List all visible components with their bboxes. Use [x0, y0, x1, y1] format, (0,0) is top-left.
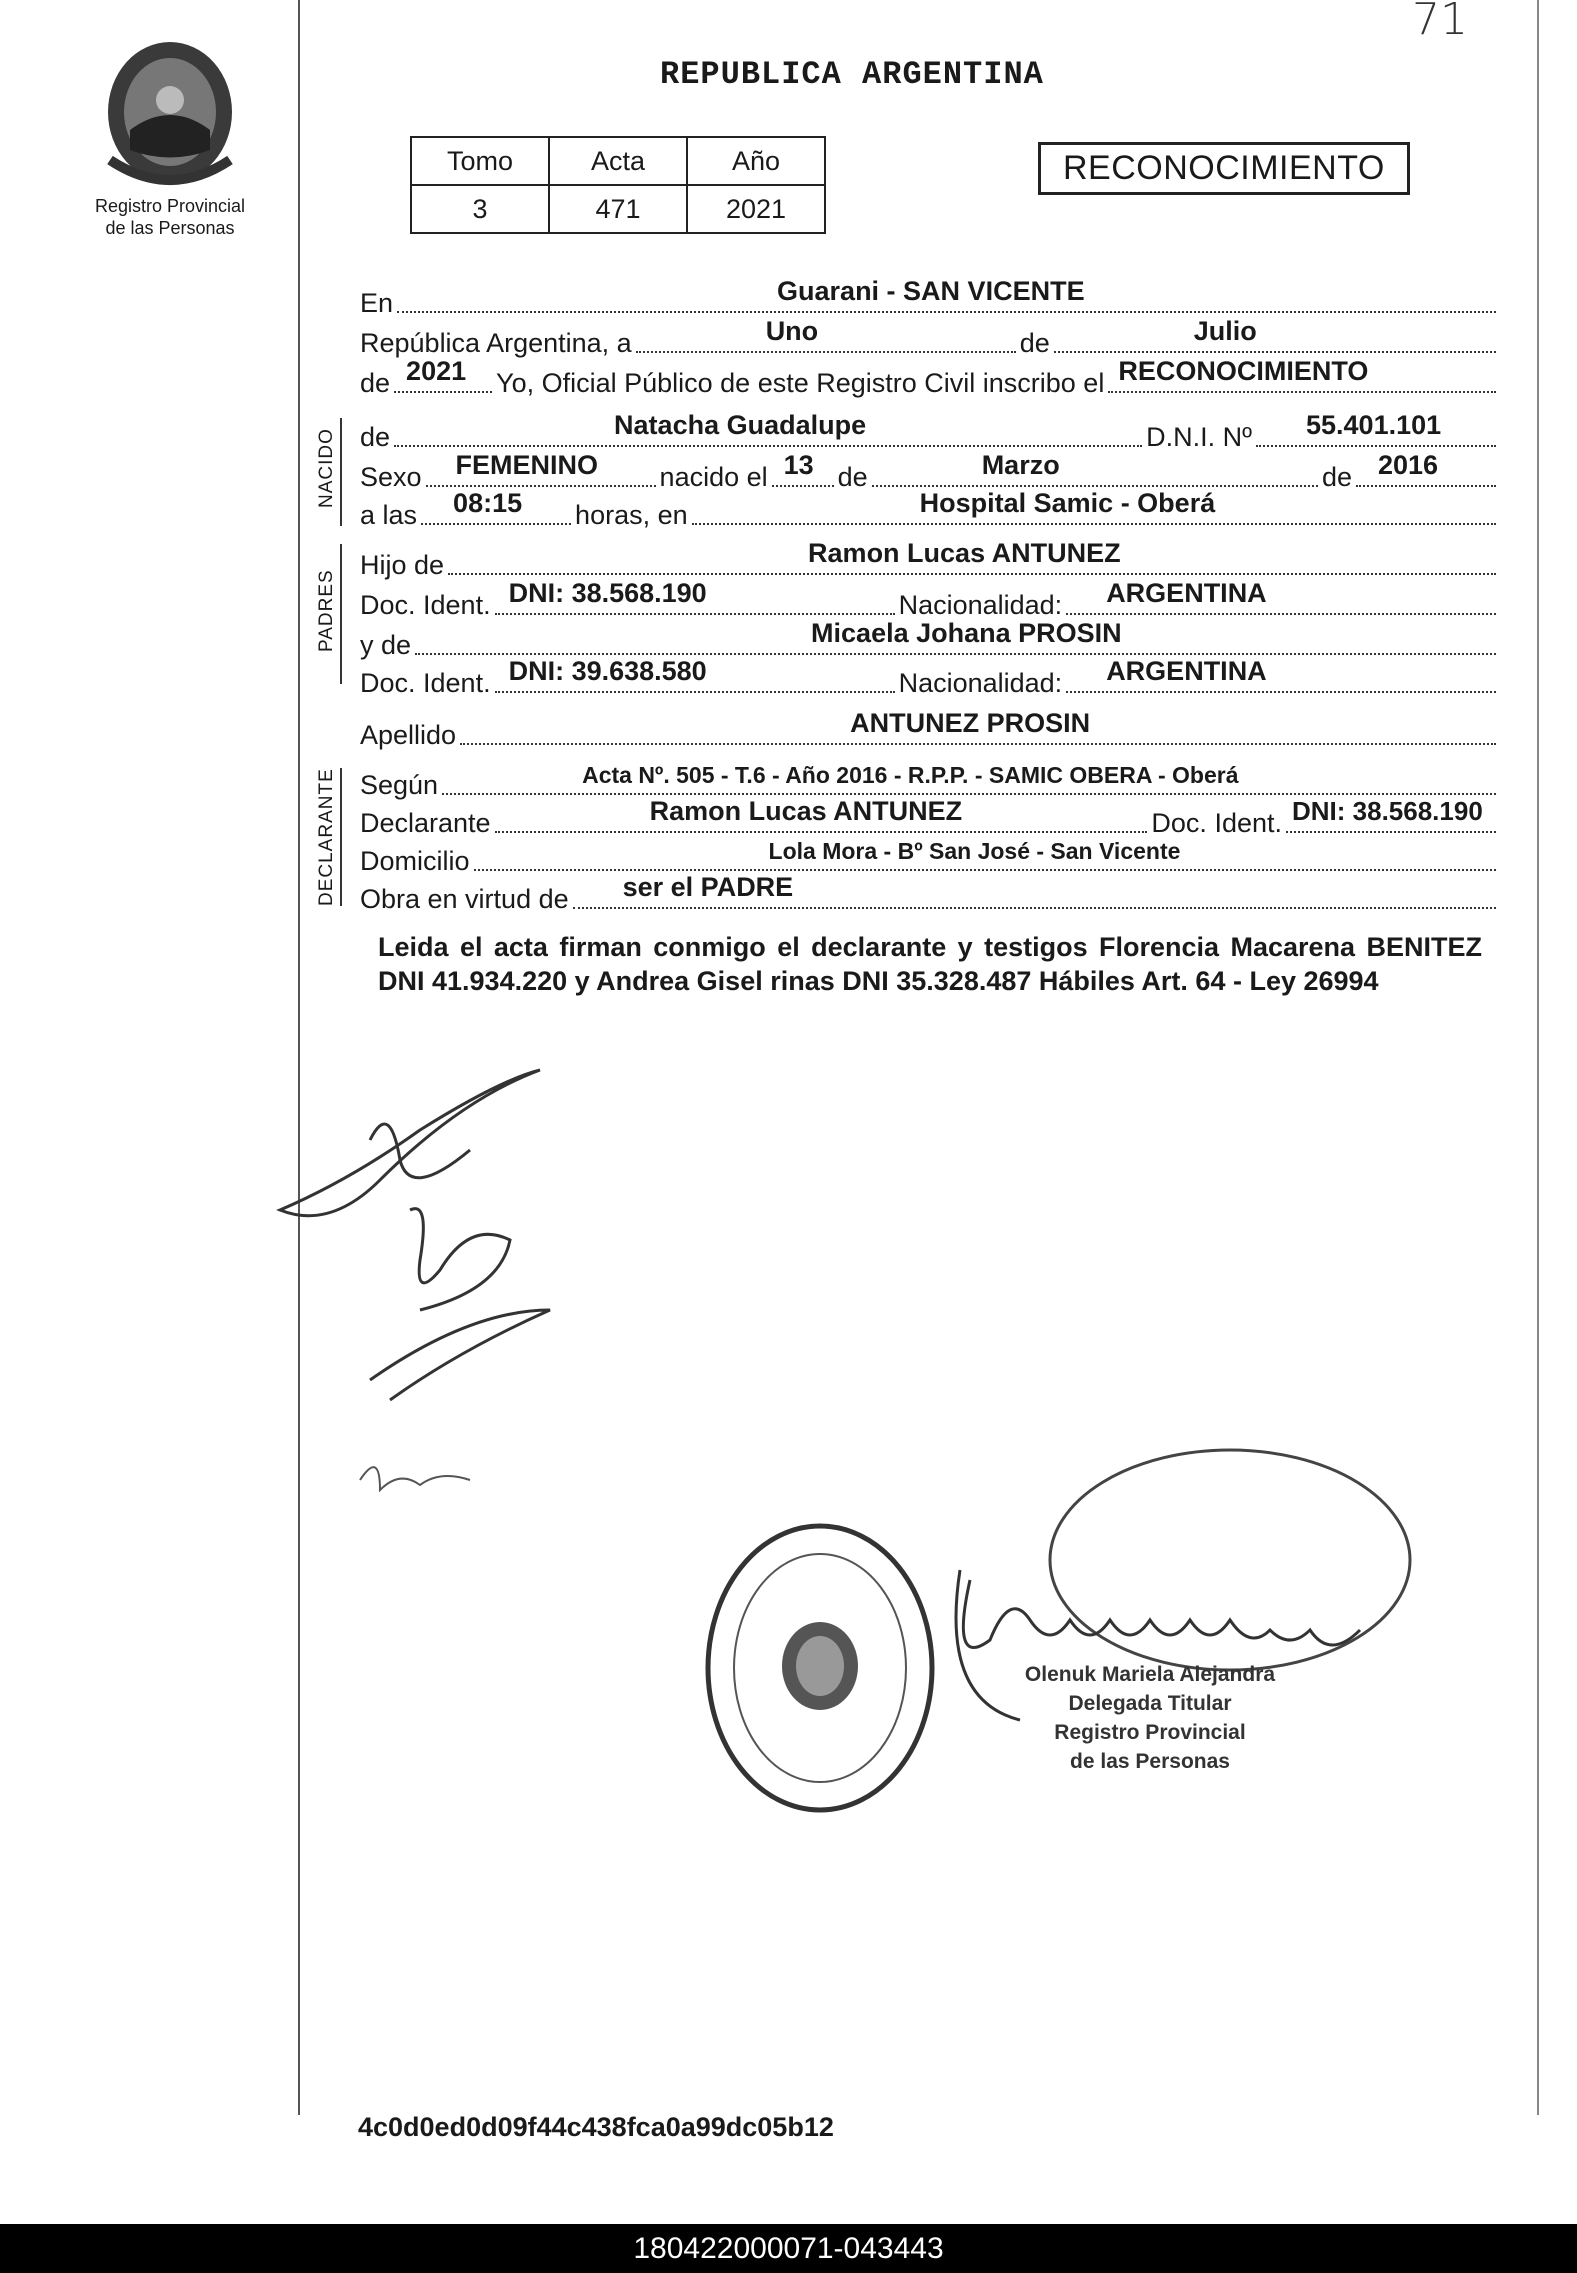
misiones-seal-icon: [70, 40, 270, 190]
sexo-label: Sexo: [360, 462, 422, 492]
birth-de-label: de: [837, 462, 868, 492]
obra-label: Obra en virtud de: [360, 884, 569, 914]
father-nat-label: Nacionalidad:: [898, 590, 1063, 620]
delegacion-seal-icon: [700, 1518, 940, 1818]
registry-table: [410, 136, 826, 234]
domicilio-value: Lola Mora - Bº San José - San Vicente: [768, 838, 1181, 864]
segun-label: Según: [360, 770, 439, 800]
place-row: [360, 276, 1500, 319]
apellido-row: [360, 708, 1500, 751]
declarante-value: Ramon Lucas ANTUNEZ: [649, 796, 963, 826]
de2-label: de: [360, 368, 391, 398]
officer-row: [360, 356, 1500, 399]
nacido-name-row: [360, 410, 1500, 453]
right-margin-line: [1537, 0, 1539, 2115]
declarante-bracket: [340, 768, 342, 906]
closing-paragraph: Leida el acta firman conmigo el declarante y testigos Florencia Macarena BENITEZ DNI 41.934.220 y Andrea Gisel rinas DNI 35.328.487 Hábiles Art. 64 - Ley 26994: [378, 932, 1482, 996]
tomo-header: Tomo: [411, 137, 549, 185]
republica-label: República Argentina, a: [360, 328, 632, 358]
acta-header: Acta: [549, 137, 687, 185]
dni-label: D.N.I. Nº: [1146, 422, 1252, 452]
mother-doc-row: [360, 656, 1500, 699]
mother-name: Micaela Johana PROSIN: [811, 618, 1122, 648]
en-label: En: [360, 288, 394, 318]
domicilio-label: Domicilio: [360, 846, 470, 876]
act-value: RECONOCIMIENTO: [1118, 356, 1369, 386]
birth-place: Hospital Samic - Oberá: [919, 488, 1216, 518]
delegate-org1: Registro Provincial: [1054, 1721, 1246, 1744]
padres-side-label: PADRES: [316, 569, 337, 652]
nacido-side-label: NACIDO: [316, 428, 337, 508]
birth-year: 2016: [1378, 450, 1439, 480]
document-hash: 4c0d0ed0d09f44c438fca0a99dc05b12: [358, 2112, 834, 2142]
declarante-doc-label: Doc. Ident.: [1151, 808, 1282, 838]
father-nat: ARGENTINA: [1106, 578, 1267, 608]
declarante-row: [360, 796, 1500, 839]
father-doc-label: Doc. Ident.: [360, 590, 491, 620]
witness-signatures: [270, 1060, 570, 1510]
place-value: Guarani - SAN VICENTE: [777, 276, 1085, 306]
delegate-name: Olenuk Mariela Alejandra: [1024, 1663, 1276, 1686]
left-margin-line: [298, 0, 300, 2115]
date-row: [360, 316, 1500, 359]
horas-label: horas, en: [575, 500, 688, 530]
logo-caption-line2: de las Personas: [105, 218, 235, 238]
delegate-title: Delegada Titular: [1068, 1692, 1232, 1715]
document-title: REPUBLICA ARGENTINA: [660, 56, 1044, 93]
provincial-logo: [70, 40, 270, 239]
acta-value: 471: [549, 185, 687, 233]
day-value: Uno: [765, 316, 819, 346]
father-row: [360, 538, 1500, 581]
delegate-stamp-text: [1010, 1660, 1290, 1776]
year-value: 2021: [406, 356, 467, 386]
footer-code: 180422000071-043443: [0, 2224, 1577, 2273]
month-value: Julio: [1193, 316, 1257, 346]
alas-label: a las: [360, 500, 418, 530]
child-name: Natacha Guadalupe: [614, 410, 867, 440]
father-doc: DNI: 38.568.190: [508, 578, 707, 608]
logo-caption-line1: Registro Provincial: [94, 196, 246, 216]
declarante-doc: DNI: 38.568.190: [1292, 796, 1483, 826]
delegate-org2: de las Personas: [1070, 1750, 1230, 1773]
birth-month: Marzo: [981, 450, 1060, 480]
nacido-de-label: de: [360, 422, 391, 452]
ano-value: 2021: [687, 185, 825, 233]
de-label: de: [1019, 328, 1050, 358]
obra-row: [360, 872, 1500, 915]
birth-time: 08:15: [453, 488, 523, 518]
declarante-label: Declarante: [360, 808, 491, 838]
hijo-de-label: Hijo de: [360, 550, 445, 580]
yde-label: y de: [360, 630, 412, 660]
ano-header: Año: [687, 137, 825, 185]
birth-de-year-label: de: [1321, 462, 1352, 492]
page-number: 71: [1412, 0, 1468, 45]
declarante-side-label: DECLARANTE: [316, 768, 337, 906]
segun-value: Acta Nº. 505 - T.6 - Año 2016 - R.P.P. - SAMIC OBERA - Oberá: [582, 762, 1239, 788]
tomo-value: 3: [411, 185, 549, 233]
obra-value: ser el PADRE: [622, 872, 794, 902]
officer-label: Yo, Oficial Público de este Registro Civil inscribo el: [496, 368, 1105, 398]
mother-nat-label: Nacionalidad:: [898, 668, 1063, 698]
birth-day: 13: [783, 450, 814, 480]
domicilio-row: [360, 838, 1500, 877]
mother-nat: ARGENTINA: [1106, 656, 1267, 686]
mother-doc: DNI: 39.638.580: [508, 656, 707, 686]
father-doc-row: [360, 578, 1500, 621]
sexo-value: FEMENINO: [455, 450, 599, 480]
father-name: Ramon Lucas ANTUNEZ: [808, 538, 1121, 568]
official-stamp: [700, 1518, 940, 1818]
child-dni: 55.401.101: [1306, 410, 1442, 440]
padres-bracket: [340, 544, 342, 684]
birth-time-row: [360, 488, 1500, 531]
nacido-el-label: nacido el: [659, 462, 768, 492]
mother-doc-label: Doc. Ident.: [360, 668, 491, 698]
record-type-box: RECONOCIMIENTO: [1038, 142, 1410, 195]
nacido-bracket: [340, 418, 342, 526]
apellido-label: Apellido: [360, 720, 457, 750]
apellido-value: ANTUNEZ PROSIN: [850, 708, 1091, 738]
